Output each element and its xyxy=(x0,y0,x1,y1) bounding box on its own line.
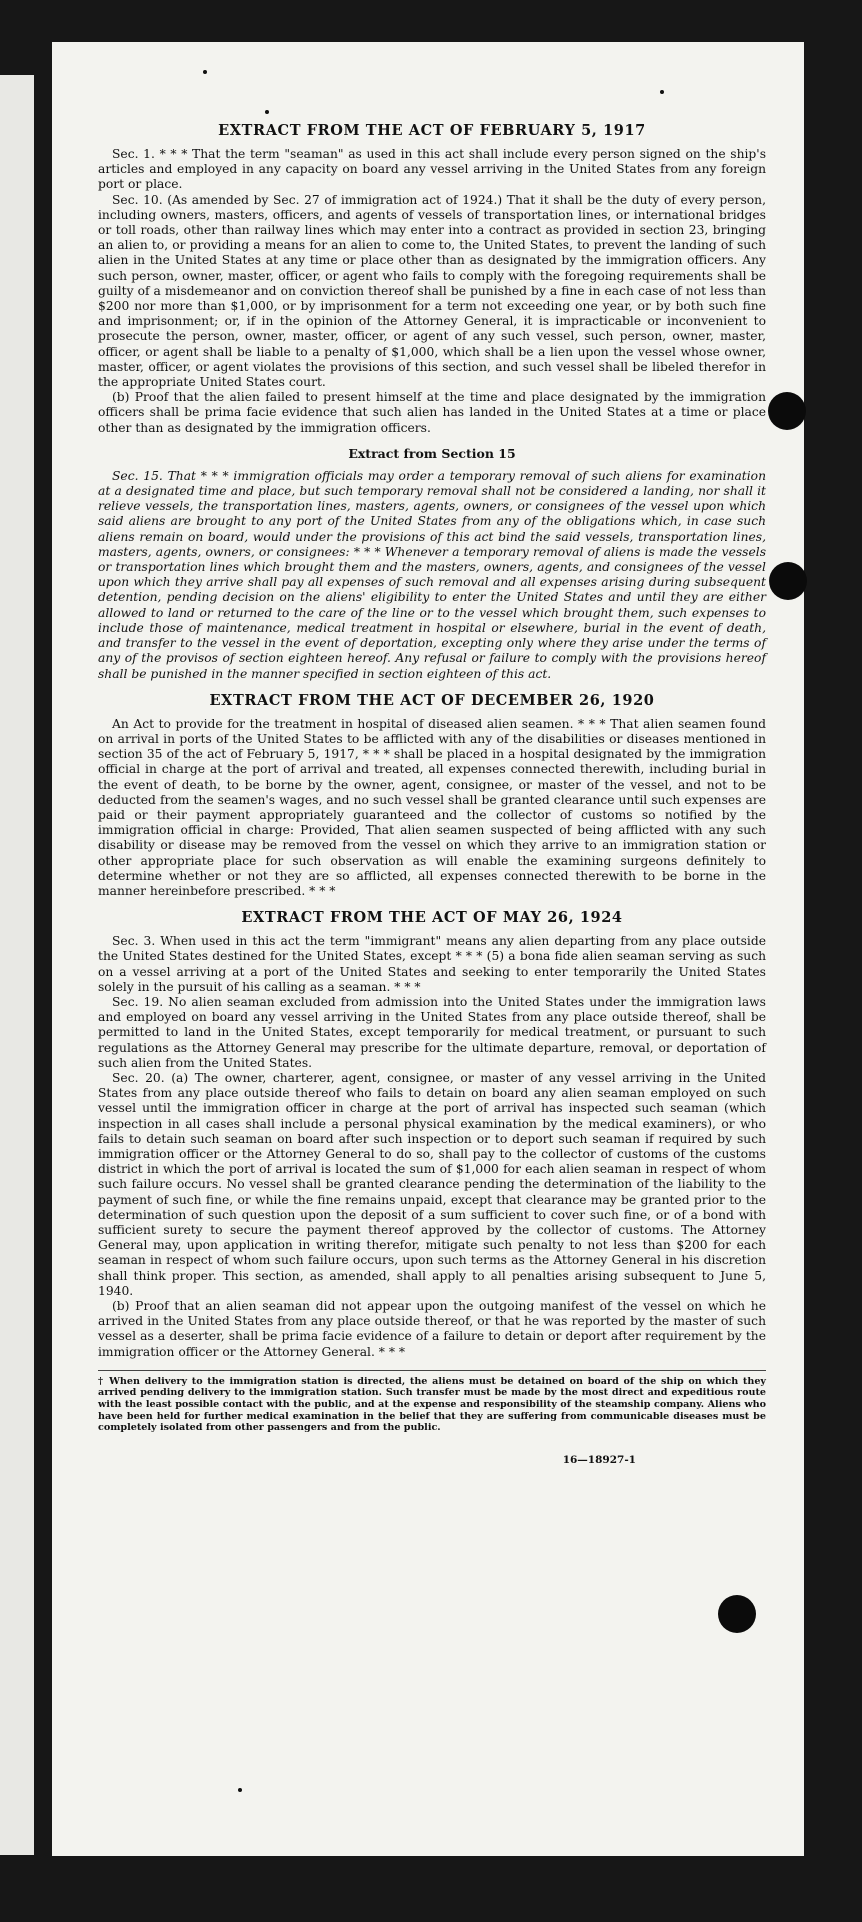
paragraph-sec-19: Sec. 19. No alien seaman excluded from admission into the United States under the immigration laws and employed on board any vessel arriving in the United States from any place outside thereof, shall be permitted to land in the United States, except temporarily for medical treatment, or pursuant to such regulations as the Attorney General may prescribe for the ultimate departure, removal, or deportation of such alien from the United States. xyxy=(98,994,766,1070)
paragraph-sec-10: Sec. 10. (As amended by Sec. 27 of immigration act of 1924.) That it shall be the duty of every person, including owners, masters, officers, and agents of vessels of transportation lines, or international bridges or toll roads, other than railway lines which may enter into a contract as provided in section 23, bringing an alien to, or providing a means for an alien to come to, the United States, to prevent the landing of such alien in the United States at any time or place other than as designated by the immigration officers. Any such person, owner, master, officer, or agent who fails to comply with the foregoing requirements shall be guilty of a misdemeanor and on conviction thereof shall be punished by a fine in each case of not less than $200 nor more than $1,000, or by imprisonment for a term not exceeding one year, or by both such fine and imprisonment; or, if in the opinion of the Attorney General, it is impracticable or inconvenient to prosecute the person, owner, master, officer, or agent of any such vessel, such person, owner, master, officer, or agent shall be liable to a penalty of $1,000, which shall be a lien upon the vessel whose owner, master, officer, or agent violates the provisions of this section, and such vessel shall be libeled therefor in the appropriate United States court. xyxy=(98,192,766,390)
paragraph-act-1920: An Act to provide for the treatment in hospital of diseased alien seamen. * * * That alien seamen found on arrival in ports of the United States to be afflicted with any of the disabilities or diseases mentioned in section 35 of the act of February 5, 1917, * * * shall be placed in a hospital designated by the immigration official in charge at the port of arrival and treated, all expenses connected therewith, including burial in the event of death, to be borne by the owner, agent, consignee, or master of the vessel, and not to be deducted from the seamen's wages, and no such vessel shall be granted clearance until such expenses are paid or their payment appropriately guaranteed and the collector of customs so notified by the immigration official in charge: Provided, That alien seamen suspected of being afflicted with any such disability or disease may be removed from the vessel on which they arrive to an immigration station or other appropriate place for such observation as will enable the examining surgeons definitely to determine whether or not they are so afflicted, all expenses connected therewith to be borne in the manner hereinbefore prescribed. * * * xyxy=(98,716,766,898)
section-act-1924 xyxy=(98,909,766,1360)
heading-section-15: Extract from Section 15 xyxy=(348,445,516,461)
paragraph-sec-15: Sec. 15. That * * * immigration officials may order a temporary removal of such aliens for examination at a designated time and place, but such temporary removal shall not be considered a landing, nor shall it relieve vessels, the transportation lines, masters, agents, owners, or consignees of the vessel upon which said aliens are brought to any port of the United States from any of the obligations which, in case such aliens remain on board, would under the provisions of this act bind the said vessels, transportation lines, masters, agents, owners, or consignees: * * * Whenever a temporary removal of aliens is made the vessels or transportation lines which brought them and the masters, owners, agents, and consignees of the vessel upon which they arrive shall pay all expenses of such removal and all expenses arising during subsequent detention, pending decision on the aliens' eligibility to enter the United States and until they are either allowed to land or returned to the care of the line or to the vessel which brought them, such expenses to include those of maintenance, medical treatment in hospital or elsewhere, burial in the event of death, and transfer to the vessel in the event of deportation, excepting only where they arise under the terms of any of the provisos of section eighteen hereof. Any refusal or failure to comply with the provisions hereof shall be punished in the manner specified in section eighteen of this act. xyxy=(98,468,766,681)
ink-speck xyxy=(203,70,207,74)
paragraph-sec-20-b: (b) Proof that an alien seaman did not appear upon the outgoing manifest of the vessel on which he arrived in the United States from any place outside thereof, or that he was reported by the master of such vessel as a deserter, shall be prima facie evidence of a failure to detain or deport after requirement by the immigration officer or the Attorney General. * * * xyxy=(98,1299,766,1359)
ink-speck xyxy=(238,1788,242,1792)
punch-hole xyxy=(769,562,807,600)
heading-act-1924: EXTRACT FROM THE ACT OF MAY 26, 1924 xyxy=(241,909,623,927)
section-act-1917 xyxy=(98,122,766,436)
paragraph-sec-3: Sec. 3. When used in this act the term "immigrant" means any alien departing from any place outside the United States destined for the United States, except * * * (5) a bona fide alien seaman serving as such on a vessel arriving at a port of the United States and seeking to enter temporarily the United States solely in the pursuit of his calling as a seaman. * * * xyxy=(98,934,766,994)
paragraph-sec-20-a: Sec. 20. (a) The owner, charterer, agent, consignee, or master of any vessel arriving in the United States from any place outside thereof who fails to detain on board any alien seaman employed on such vessel until the immigration officer in charge at the port of arrival has inspected such seaman (which inspection in all cases shall include a personal physical examination by the medical examiners), or who fails to detain such seaman on board after such inspection or to deport such seaman if required by such immigration officer or the Attorney General to do so, shall pay to the collector of customs of the customs district in which the port of arrival is located the sum of $1,000 for each alien seaman in respect of whom such failure occurs. No vessel shall be granted clearance pending the determination of the liability to the payment of such fine, or while the fine remains unpaid, except that clearance may be granted prior to the determination of such question upon the deposit of a sum sufficient to cover such fine, or of a bond with sufficient surety to secure the payment thereof approved by the collector of customs. The Attorney General may, upon application in writing therefor, mitigate such penalty to not less than $200 for each seaman in respect of whom such failure occurs, upon such terms as the Attorney General in his discretion shall think proper. This section, as amended, shall apply to all penalties arising subsequent to June 5, 1940. xyxy=(98,1070,766,1298)
document-page xyxy=(52,42,804,1856)
heading-act-1920: EXTRACT FROM THE ACT OF DECEMBER 26, 1920 xyxy=(209,691,655,709)
punch-hole xyxy=(718,1595,756,1633)
form-code: 16—18927-1 xyxy=(562,1453,636,1466)
ink-speck xyxy=(660,90,664,94)
punch-hole xyxy=(768,392,806,430)
adjacent-page-edge xyxy=(0,75,34,1855)
section-act-1920 xyxy=(98,692,766,899)
section-extract-section-15 xyxy=(98,446,766,682)
heading-act-1917: EXTRACT FROM THE ACT OF FEBRUARY 5, 1917 xyxy=(218,122,646,139)
footnote: † When delivery to the immigration station is directed, the aliens must be detained on board of the ship on which they arrived pending delivery to the immigration station. Such transfer must be made by the most direct and expeditious route with the least possible contact with the public, and at the expense and responsibility of the steamship company. Aliens who have been held for further medical examination in the belief that they are suffering from communicable diseases must be completely isolated from other passengers and from the public. xyxy=(98,1370,766,1434)
paragraph-sec-10-b: (b) Proof that the alien failed to present himself at the time and place designated by the immigration officers shall be prima facie evidence that such alien has landed in the United States at a time or place other than as designated by the immigration officers. xyxy=(98,390,766,435)
paragraph-sec-1: Sec. 1. * * * That the term "seaman" as used in this act shall include every person signed on the ship's articles and employed in any capacity on board any vessel arriving in the United States from any foreign port or place. xyxy=(98,147,766,192)
ink-speck xyxy=(265,110,269,114)
